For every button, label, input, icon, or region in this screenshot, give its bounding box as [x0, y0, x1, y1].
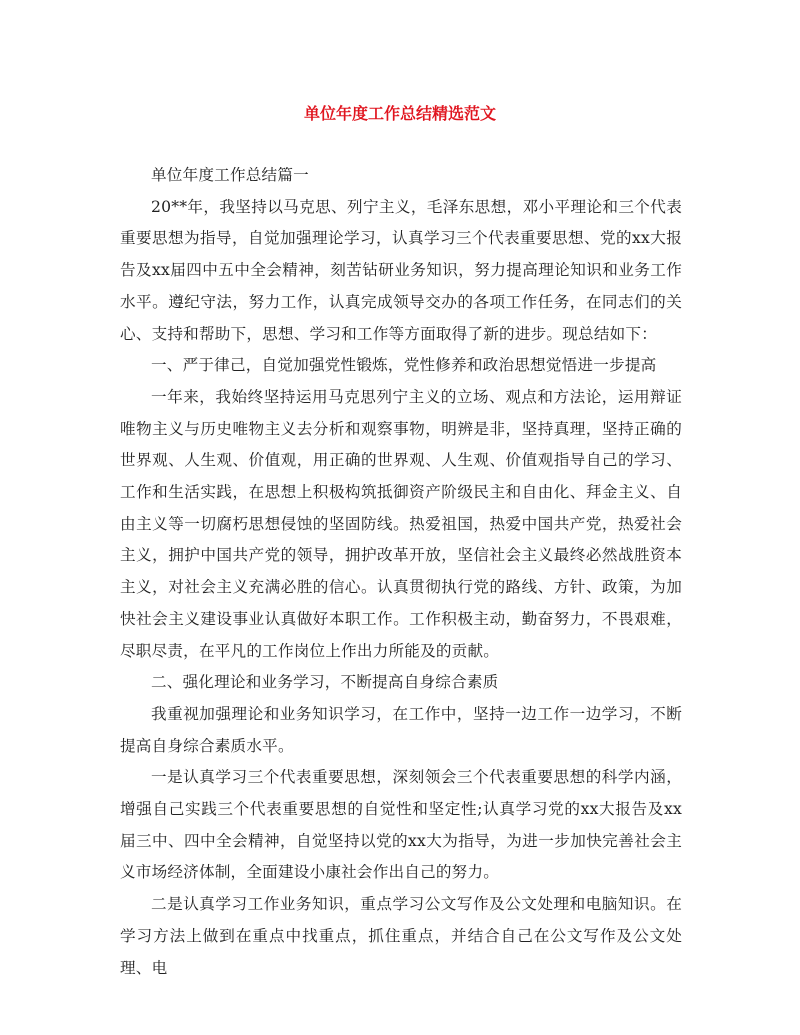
section-heading: 一、严于律己，自觉加强党性锻炼，党性修养和政治思想觉悟进一步提高	[151, 356, 657, 375]
paragraph: 我重视加强理论和业务知识学习，在工作中，坚持一边工作一边学习，不断提高自身综合素质水平。	[120, 704, 682, 755]
paragraph: 二是认真学习工作业务知识，重点学习公文写作及公文处理和电脑知识。在学习方法上做到在重点中找重点，抓住重点，并结合自己在公文写作及公文处理、电	[120, 895, 682, 977]
document-title: 单位年度工作总结精选范文	[303, 104, 496, 123]
paragraph: 一年来，我始终坚持运用马克思列宁主义的立场、观点和方法论，运用辩证唯物主义与历史唯物主义去分析和观察事物，明辨是非，坚持真理，坚持正确的世界观、人生观、价值观，用正确的世界观、人生观、价值观指导自己的学习、工作和生活实践，在思想上积极构筑抵御资产阶级民主和自由化、拜金主义、自由主义等一切腐朽思想侵蚀的坚固防线。热爱祖国，热爱中国共产党，热爱社会主义，拥护中国共产党的领导，拥护改革开放，坚信社会主义最终必然战胜资本主义，对社会主义充满必胜的信心。认真贯彻执行党的路线、方针、政策，为加快社会主义建设事业认真做好本职工作。工作积极主动，勤奋努力，不畏艰难，尽职尽责，在平凡的工作岗位上作出力所能及的贡献。	[120, 387, 682, 660]
document-body	[120, 160, 682, 984]
paragraph: 20**年，我坚持以马克思、列宁主义，毛泽东思想，邓小平理论和三个代表重要思想为指导，自觉加强理论学习，认真学习三个代表重要思想、党的xx大报告及xx届四中五中全会精神，刻苦钻研业务知识，努力提高理论知识和业务工作水平。遵纪守法，努力工作，认真完成领导交办的各项工作任务，在同志们的关心、支持和帮助下，思想、学习和工作等方面取得了新的进步。现总结如下：	[120, 197, 682, 343]
section-heading: 单位年度工作总结篇一	[151, 166, 309, 184]
paragraph: 一是认真学习三个代表重要思想，深刻领会三个代表重要思想的科学内涵，增强自己实践三个代表重要思想的自觉性和坚定性;认真学习党的xx大报告及xx届三中、四中全会精神，自觉坚持以党的xx大为指导，为进一步加快完善社会主义市场经济体制，全面建设小康社会作出自己的努力。	[120, 768, 682, 882]
section-heading: 二、强化理论和业务学习，不断提高自身综合素质	[151, 673, 499, 692]
